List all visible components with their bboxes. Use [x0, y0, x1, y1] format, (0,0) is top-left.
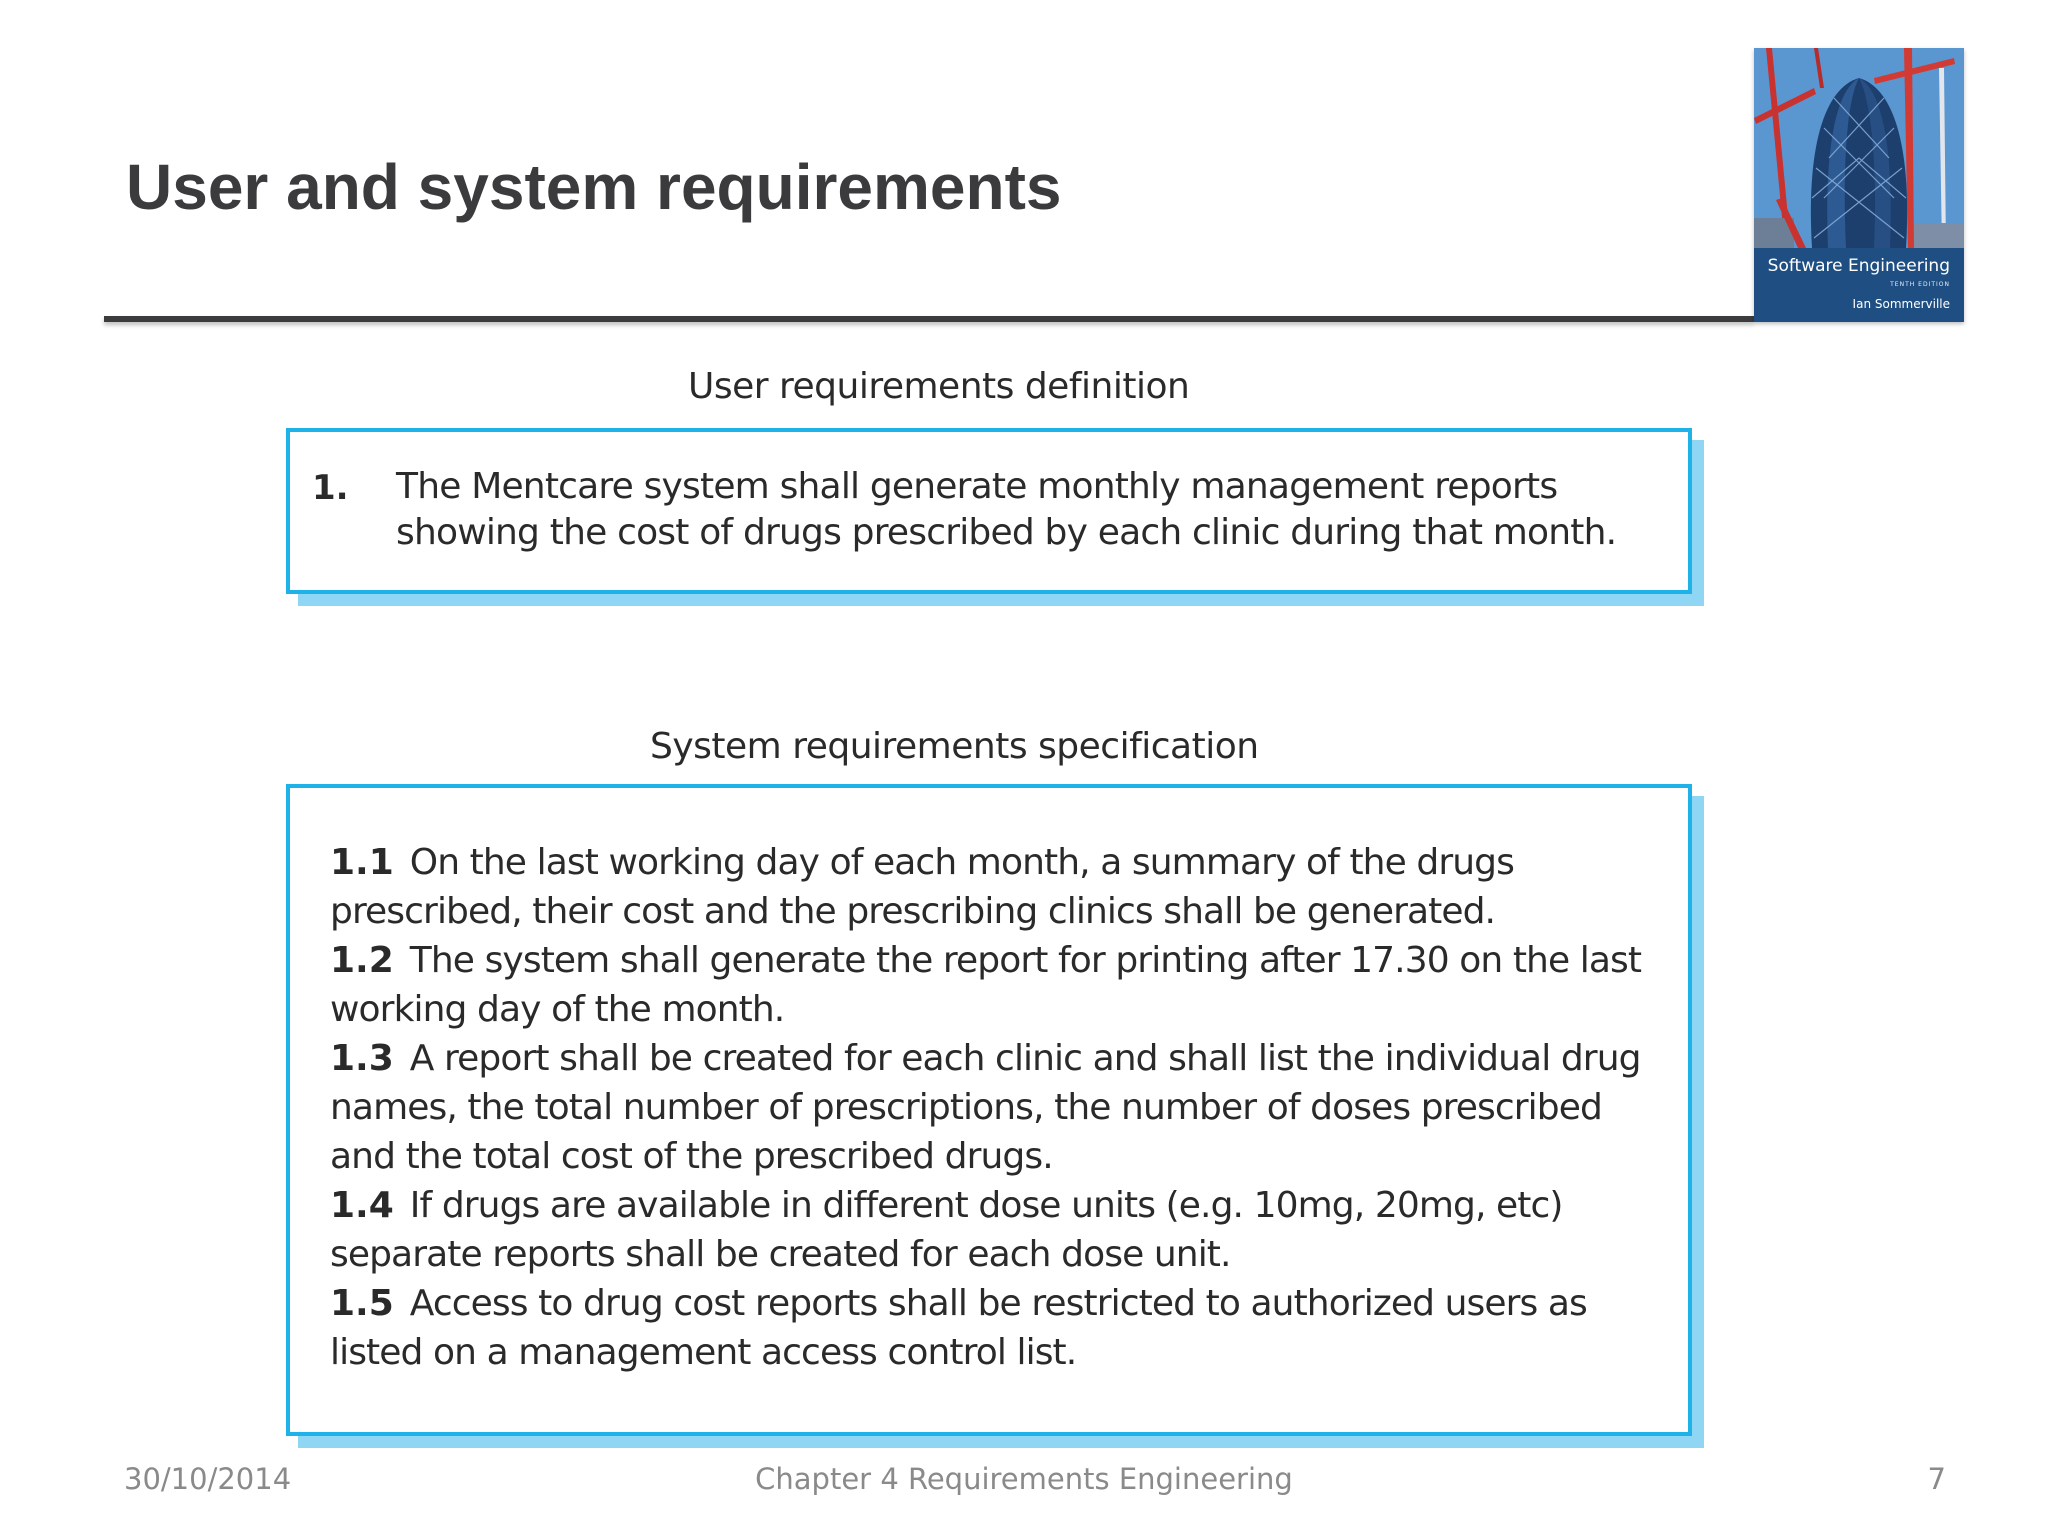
user-requirements-box: [286, 428, 1692, 594]
system-requirement-number: 1.5: [330, 1283, 394, 1324]
footer-date: 30/10/2014: [124, 1462, 292, 1496]
system-requirement-text: On the last working day of each month, a summary of the drugs prescribed, their cost and the prescribing clinics shall be generated.: [330, 842, 1514, 932]
footer-chapter: Chapter 4 Requirements Engineering: [755, 1462, 1293, 1496]
user-requirements-heading: User requirements definition: [688, 366, 1190, 407]
system-requirement-text: A report shall be created for each clinic and shall list the individual drug names, the total number of prescriptions, the number of doses prescribed and the total cost of the prescribed drugs.: [330, 1038, 1641, 1177]
book-edition: TENTH EDITION: [1890, 281, 1950, 288]
system-requirement-number: 1.4: [330, 1185, 394, 1226]
system-requirements-box: [286, 784, 1692, 1436]
system-requirement-item: [330, 1034, 1670, 1181]
book-title: Software Engineering: [1767, 256, 1950, 276]
user-requirement-text: The Mentcare system shall generate monthly management reports showing the cost of drugs prescribed by each clinic during that month.: [396, 466, 1617, 553]
user-requirement-number: 1.: [312, 468, 349, 508]
book-author: Ian Sommerville: [1852, 297, 1950, 311]
system-requirement-item: [330, 838, 1670, 936]
book-cover-image: [1754, 48, 1964, 322]
system-requirement-number: 1.2: [330, 940, 394, 981]
slide-title: User and system requirements: [126, 151, 1062, 223]
system-requirement-item: [330, 1181, 1670, 1279]
system-requirement-number: 1.3: [330, 1038, 394, 1079]
system-requirements-heading: System requirements specification: [650, 726, 1259, 767]
system-requirement-text: The system shall generate the report for printing after 17.30 on the last working day of the month.: [330, 940, 1642, 1030]
system-requirement-text: If drugs are available in different dose units (e.g. 10mg, 20mg, etc) separate reports shall be created for each dose unit.: [330, 1185, 1563, 1275]
system-requirements-list: [330, 838, 1670, 1377]
page-number: 7: [1927, 1462, 1946, 1496]
system-requirement-item: [330, 936, 1670, 1034]
system-requirement-text: Access to drug cost reports shall be restricted to authorized users as listed on a management access control list.: [330, 1283, 1587, 1373]
system-requirement-number: 1.1: [330, 842, 394, 883]
title-divider: [104, 316, 1754, 322]
system-requirement-item: [330, 1279, 1670, 1377]
